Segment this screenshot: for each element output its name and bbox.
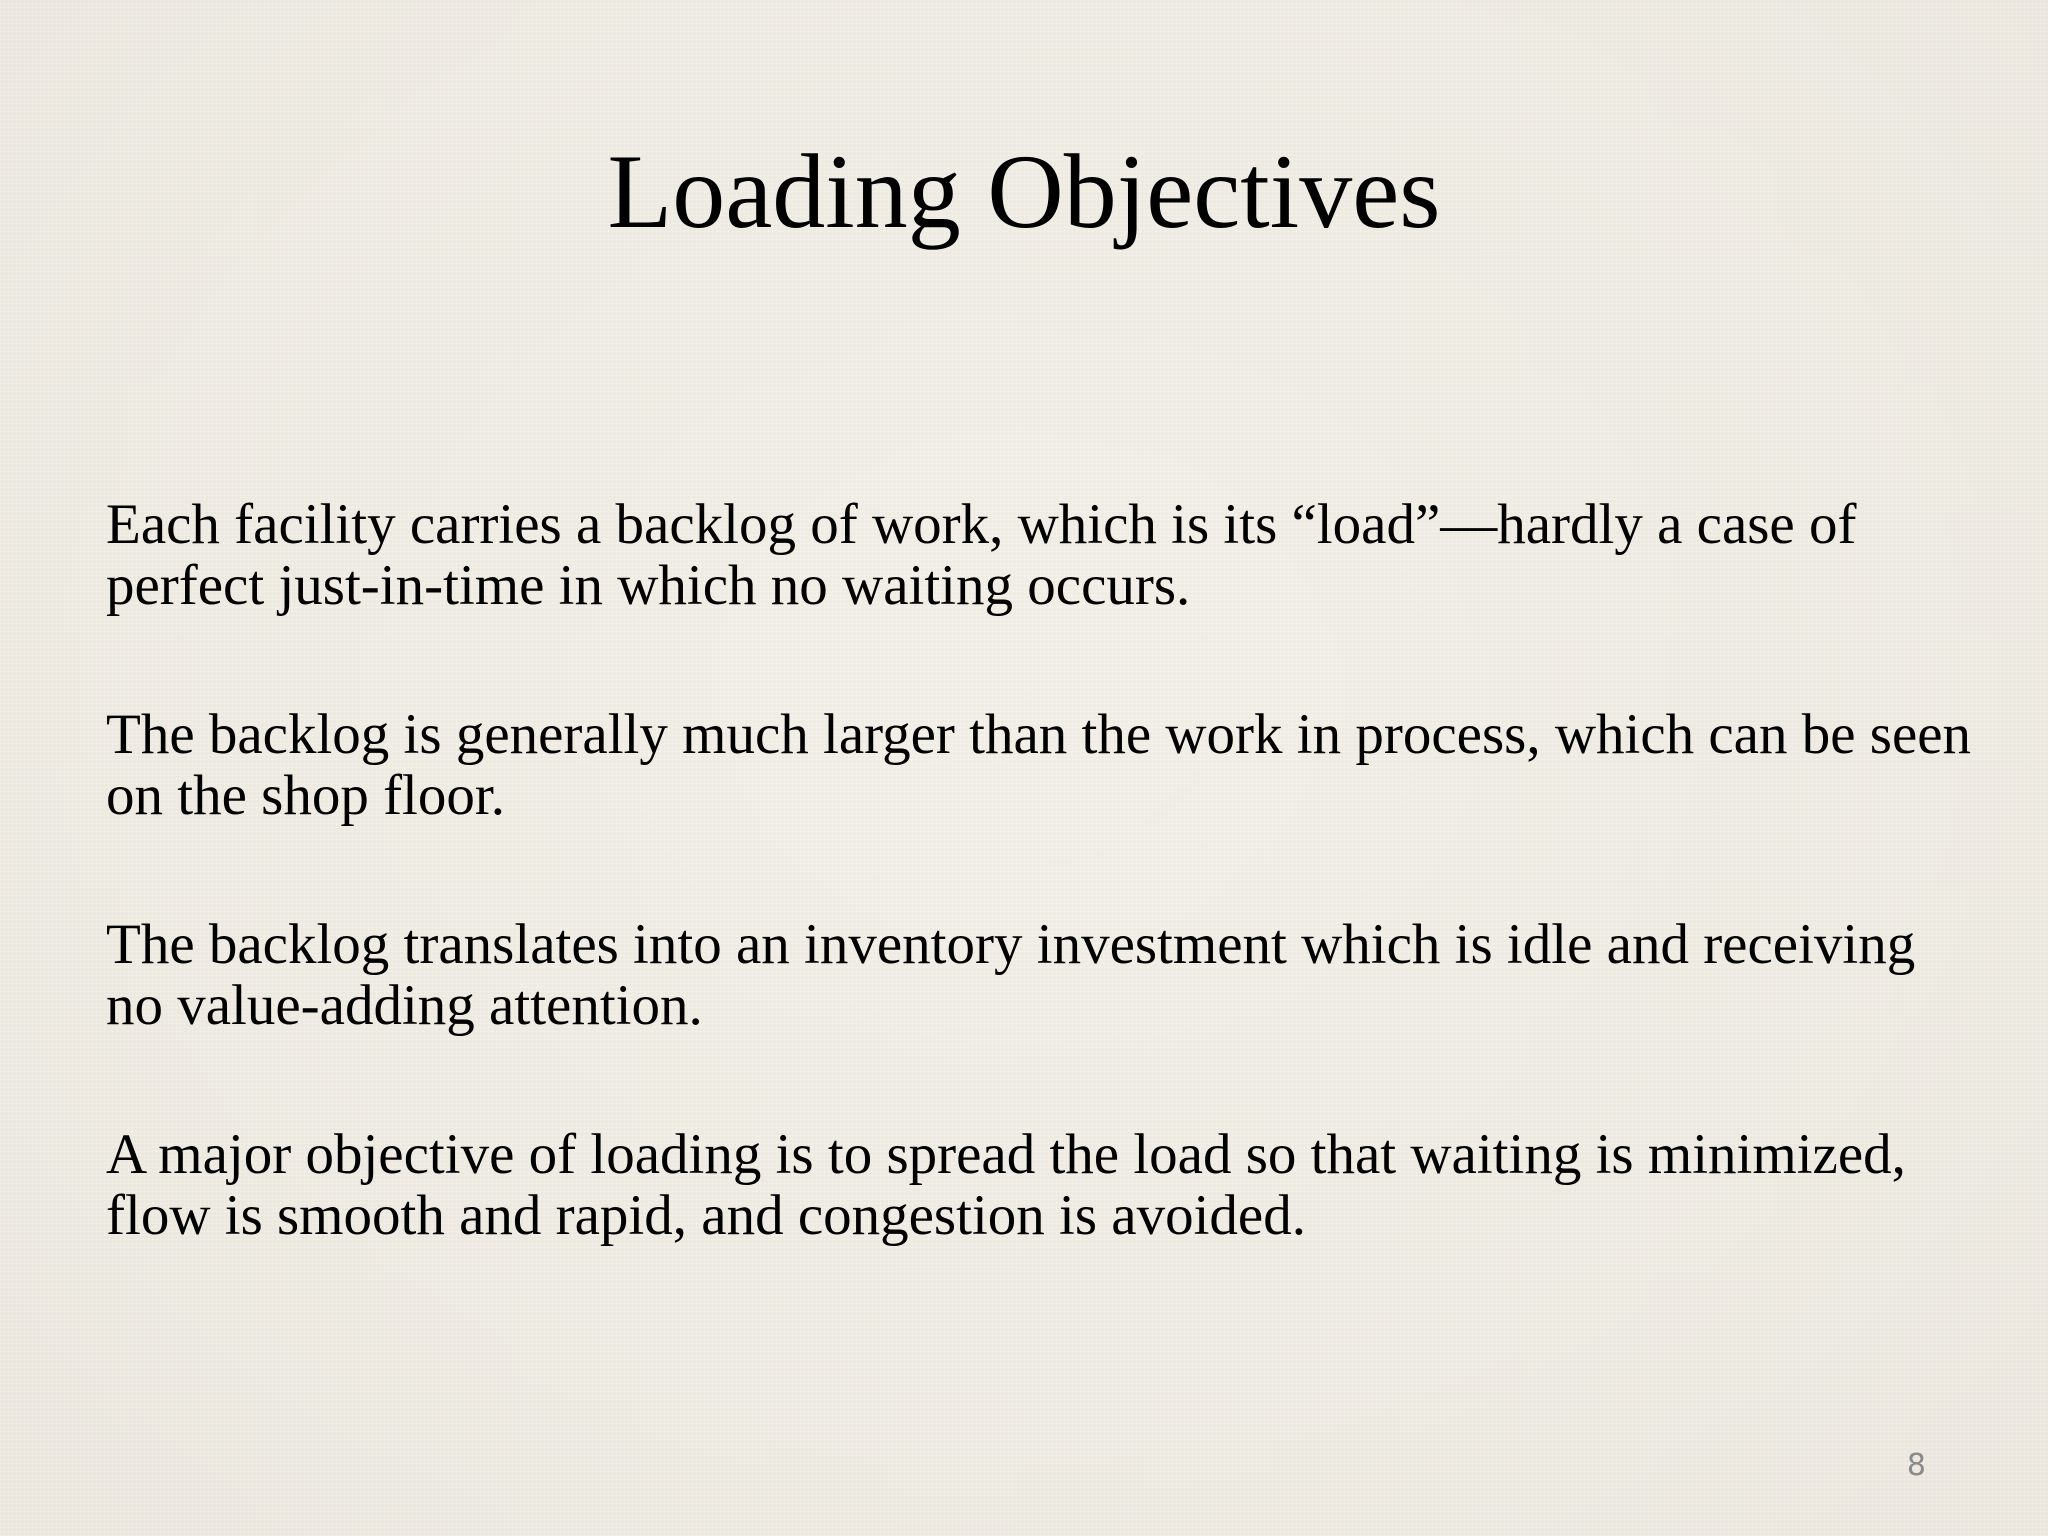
slide-number: 8	[1906, 1448, 1926, 1483]
body-paragraph-1: Each facility carries a backlog of work, which is its “load”—hardly a case of perfect just-in-time in which no waiting occurs.	[106, 493, 1857, 617]
slide-title: Loading Objectives	[607, 133, 1441, 250]
body-paragraph-4: A major objective of loading is to spread the load so that waiting is minimized, flow is smooth and rapid, and congestion is avoided.	[106, 1123, 1906, 1247]
body-paragraph-2: The backlog is generally much larger than the work in process, which can be seen on the shop floor.	[106, 703, 1972, 827]
slide-body	[106, 494, 1976, 1334]
body-paragraph-3: The backlog translates into an inventory investment which is idle and receiving no value-adding attention.	[106, 913, 1916, 1037]
